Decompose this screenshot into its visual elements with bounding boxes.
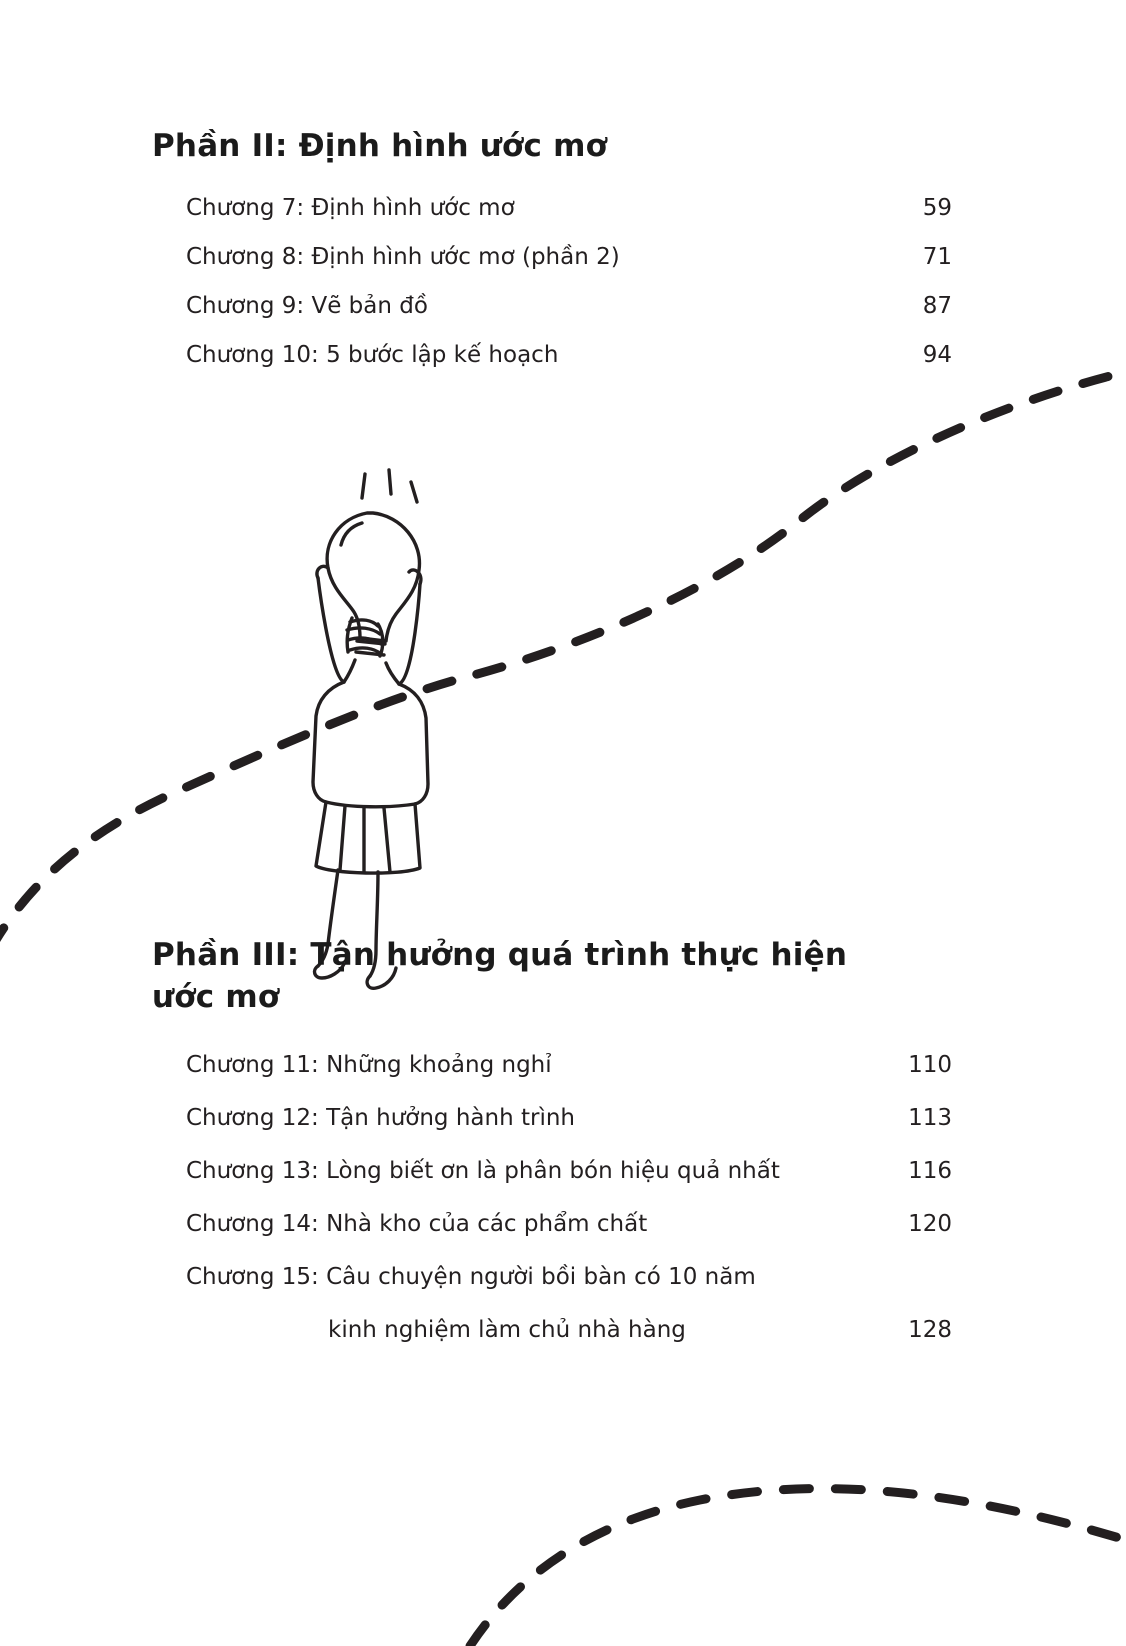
toc-entry[interactable] [186, 1198, 952, 1251]
toc-entry-label: Chương 10: 5 bước lập kế hoạch [186, 341, 559, 368]
toc-entry-page: 87 [922, 292, 952, 319]
toc-entry-page: 71 [922, 243, 952, 270]
toc-entry-label: Chương 14: Nhà kho của các phẩm chất [186, 1210, 648, 1237]
toc-entry-label: kinh nghiệm làm chủ nhà hàng [328, 1316, 686, 1343]
toc-entry[interactable] [186, 1145, 952, 1198]
toc-entry-label: Chương 8: Định hình ước mơ (phần 2) [186, 243, 620, 270]
toc-entry-page: 120 [908, 1210, 952, 1237]
part-title: Phần II: Định hình ước mơ [152, 128, 608, 164]
part-section-2 [152, 126, 952, 380]
toc-list [152, 1039, 952, 1357]
toc-entry[interactable] [186, 282, 952, 331]
toc-entry-label: Chương 9: Vẽ bản đồ [186, 292, 428, 319]
part-section-3 [152, 935, 952, 1357]
toc-list [152, 184, 952, 380]
toc-entry[interactable] [186, 233, 952, 282]
toc-entry-label: Chương 11: Những khoảng nghỉ [186, 1051, 552, 1078]
toc-entry-label: Chương 12: Tận hưởng hành trình [186, 1104, 576, 1131]
toc-entry[interactable] [186, 184, 952, 233]
toc-entry-label: Chương 15: Câu chuyện người bồi bàn có 10 năm [186, 1263, 756, 1290]
toc-entry-page: 116 [908, 1157, 952, 1184]
toc-entry-page: 59 [922, 194, 952, 221]
toc-entry-label: Chương 7: Định hình ước mơ [186, 194, 515, 221]
toc-entry-label: Chương 13: Lòng biết ơn là phân bón hiệu quả nhất [186, 1157, 780, 1184]
toc-entry-page: 113 [908, 1104, 952, 1131]
toc-entry[interactable] [186, 1092, 952, 1145]
toc-entry[interactable] [186, 331, 952, 380]
toc-entry-continuation[interactable] [186, 1304, 952, 1357]
part-title: Phần III: Tận hưởng quá trình thực hiện ước mơ [152, 937, 848, 1015]
toc-entry-page: 94 [922, 341, 952, 368]
toc-entry[interactable] [186, 1251, 952, 1304]
toc-entry-page: 110 [908, 1051, 952, 1078]
toc-entry[interactable] [186, 1039, 952, 1092]
toc-entry-page: 128 [908, 1316, 952, 1343]
